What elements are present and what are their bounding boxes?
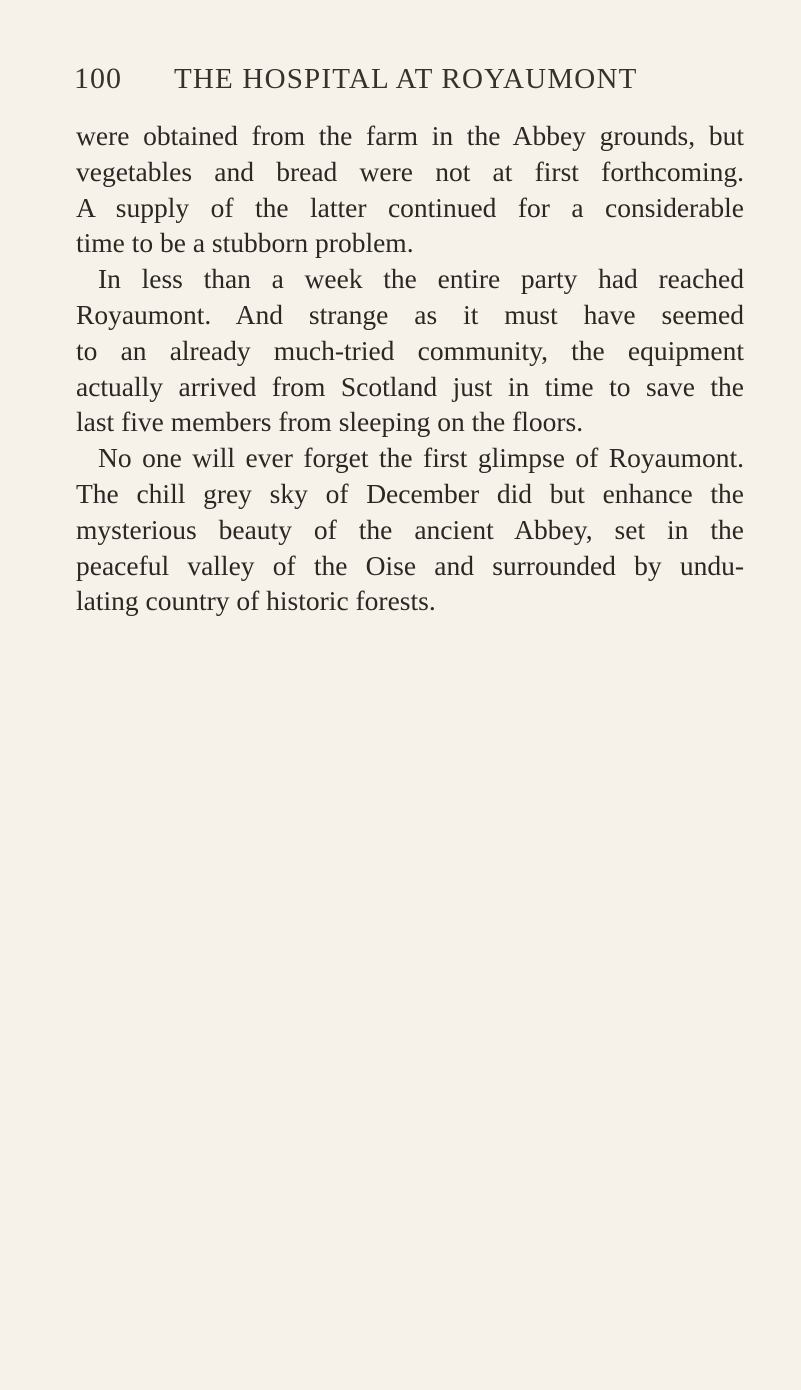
- text-line: lating country of historic forests.: [76, 585, 436, 617]
- text-line: In less than a week the entire party had reached: [98, 263, 744, 295]
- text-line: A supply of the latter continued for a considerable: [76, 191, 744, 223]
- running-head: [74, 62, 753, 96]
- text-line: Royaumont. And strange as it must have seemed: [76, 298, 744, 330]
- paragraph-3: [76, 440, 744, 619]
- text-line: actually arrived from Scotland just in time to save the: [76, 370, 744, 402]
- text-line: No one will ever forget the first glimpse of Royaumont.: [98, 442, 744, 474]
- text-line: The chill grey sky of December did but enhance the: [76, 477, 744, 509]
- text-line: time to be a stubborn problem.: [76, 227, 414, 259]
- paragraph-2: [76, 261, 744, 440]
- text-line: peaceful valley of the Oise and surrounded by undu-: [76, 549, 744, 581]
- page-number: 100: [74, 62, 122, 95]
- text-line: were obtained from the farm in the Abbey grounds, but: [76, 120, 744, 151]
- paragraph-1: [76, 118, 744, 261]
- body-text: [76, 118, 744, 619]
- book-title: THE HOSPITAL AT ROYAUMONT: [174, 63, 638, 95]
- text-line: mysterious beauty of the ancient Abbey, set in the: [76, 513, 744, 545]
- text-line: last five members from sleeping on the floors.: [76, 406, 584, 438]
- text-line: to an already much-tried community, the equipment: [76, 334, 744, 366]
- text-line: vegetables and bread were not at first forthcoming.: [76, 155, 744, 187]
